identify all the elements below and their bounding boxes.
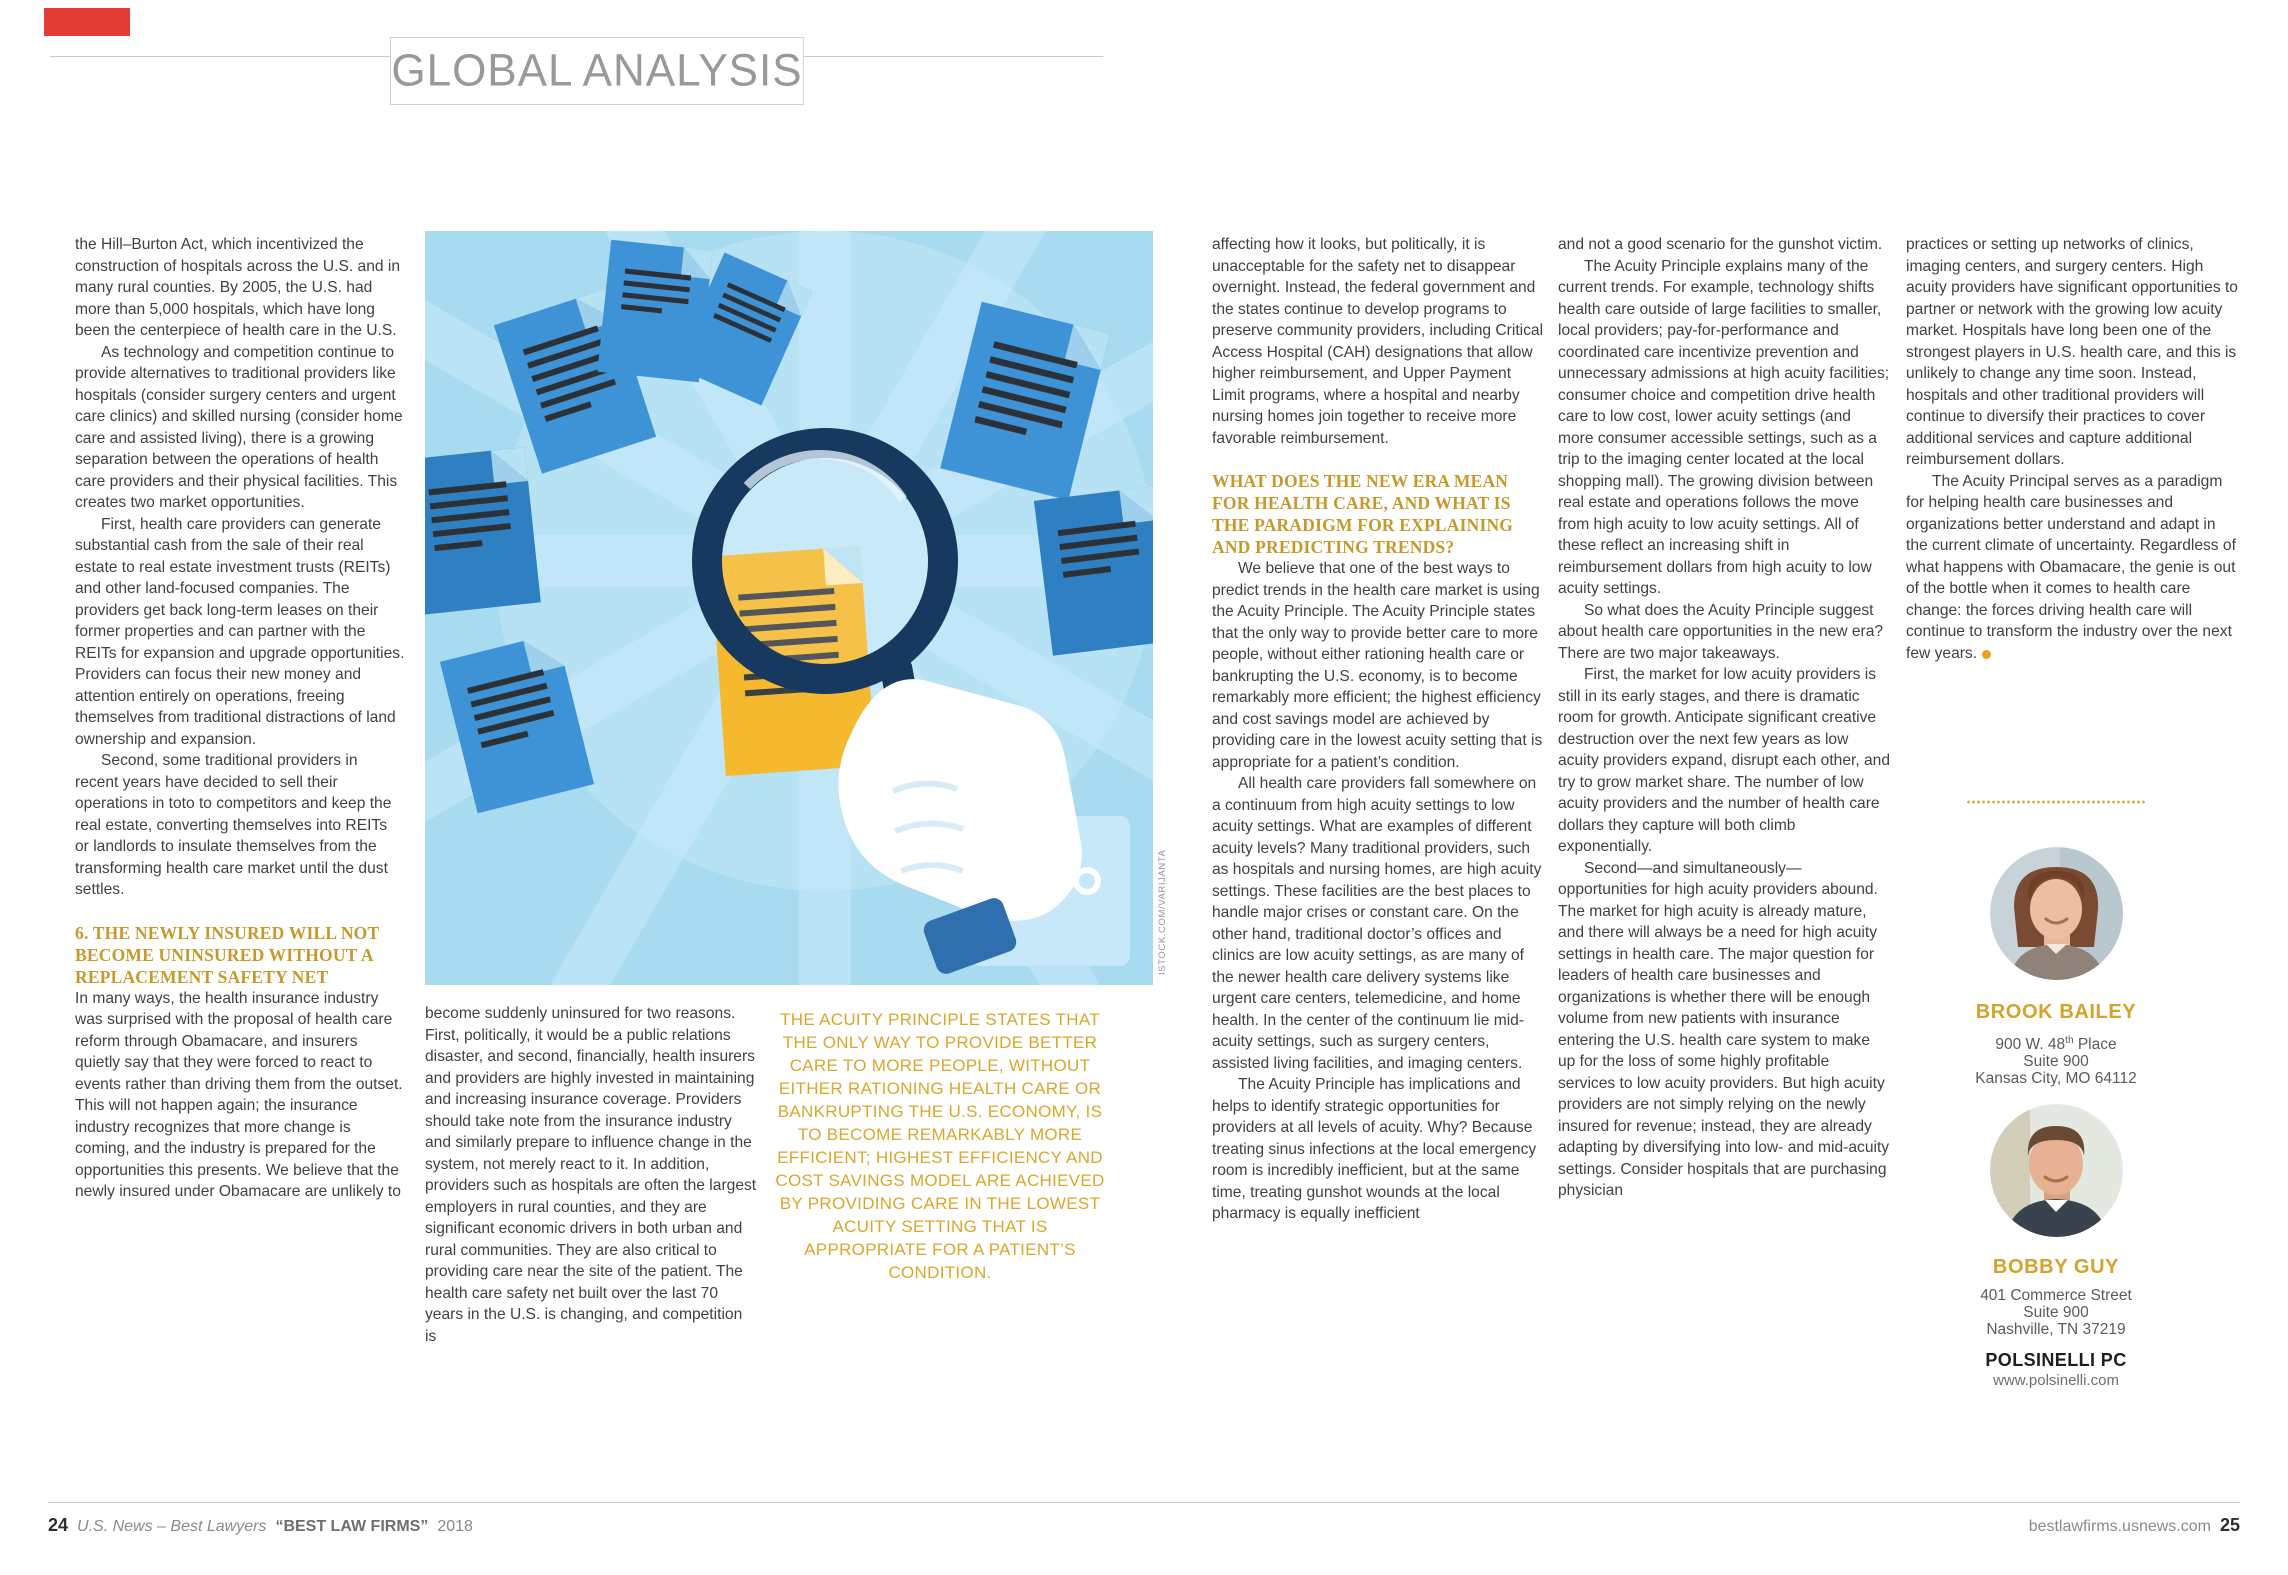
female-portrait-icon — [1990, 847, 2123, 980]
page-title: GLOBAL ANALYSIS — [391, 45, 803, 96]
paragraph: and not a good scenario for the gunshot victim. — [1558, 236, 1883, 253]
illustration-canvas — [425, 231, 1153, 985]
paragraph: practices or setting up networks of clinics, imaging centers, and surgery centers. High acuity providers have significant opportunities to partner or network with the growing low acuity market. Hospitals have long been one of the strongest players in U.S. health care, and this is unlikely to change any time soon. Instead, hospitals and other traditional providers will continue to diversify their practices to cover additional services and capture additional reimbursement dollars. — [1906, 236, 2238, 468]
section-title-box — [390, 37, 804, 105]
author-name: BROOK BAILEY — [1975, 1001, 2137, 1023]
address-line: 401 Commerce Street — [1980, 1287, 2132, 1304]
avatar-bobby-guy — [1990, 1104, 2123, 1237]
author-name: BOBBY GUY — [1992, 1256, 2120, 1278]
text-column-1 — [75, 234, 405, 1203]
paragraph: 6. THE NEWLY INSURED WILL NOT BECOME UNINSURED WITHOUT A REPLACEMENT SAFETY NET — [75, 922, 380, 987]
paragraph: All health care providers fall somewhere on a continuum from high acuity settings to low acuity settings. What are examples of different acuity levels? Many traditional providers, such as hospitals and nursing homes, are high acuity settings. These facilities are the best places to handle major crises or constant care. On the other hand, traditional doctor’s offices and clinics are low acuity settings, as are many of the newer health care delivery systems like urgent care centers, telemedicine, and home health. In the center of the continuum lie mid-acuity settings, such as surgery centers, assisted living facilities, and imaging centers. — [1212, 775, 1542, 1072]
firm-url-link[interactable]: www.polsinelli.com — [1993, 1372, 2119, 1389]
paragraph: We believe that one of the best ways to predict trends in the health care market is using the Acuity Principle. The Acuity Principle states that the only way to provide better care to more people, without either rationing health care or bankrupting the U.S. economy, is to become remarkably more efficient; the highest efficiency and cost savings model are achieved by providing care in the lowest acuity setting that is appropriate for a patient’s condition. — [1212, 560, 1543, 771]
text-column-5 — [1906, 234, 2240, 664]
address-line: Suite 900 — [2023, 1053, 2089, 1071]
footer — [48, 1515, 2240, 1536]
blue-document-icon — [425, 447, 541, 615]
text-column-3 — [1212, 234, 1544, 1225]
paragraph: Second, some traditional providers in recent years have decided to sell their operations in toto to competitors and keep the real estate, converting themselves into REITs or landlords to insulate themselves from the transforming health care market until the dust settles. — [75, 752, 392, 898]
author-address — [1936, 1287, 2176, 1338]
paragraph: affecting how it looks, but politically, it is unacceptable for the safety net to disappear overnight. Instead, the federal government and the states continue to develop programs to preserve community providers, including Critical Access Hospital (CAH) designations that allow higher reimbursement, and Upper Payment Limit programs, where a hospital and nearby nursing homes join together to receive more favorable reimbursement. — [1212, 236, 1544, 447]
page-number-left: 24 — [48, 1515, 69, 1535]
paragraph: First, the market for low acuity providers is still in its early stages, and there is dramatic room for growth. Anticipate significant creative destruction over the next few years as low acuity providers expand, disrupt each other, and try to grow market share. The number of low acuity providers and the number of health care dollars they capture will both climb exponentially. — [1558, 666, 1891, 855]
pull-quote: THE ACUITY PRINCIPLE STATES THAT THE ONLY WAY TO PROVIDE BETTER CARE TO MORE PEOPLE, WITHOUT EITHER RATIONING HEALTH CARE OR BANKRUPTING THE U.S. ECONOMY, IS TO BECOME REMARKABLY MORE EFFICIENT; HIGHEST EFFICIENCY AND COST SAVINGS MODEL ARE ACHIEVED BY PROVIDING CARE IN THE LOWEST ACUITY SETTING THAT IS APPROPRIATE FOR A PATIENT’S CONDITION. — [775, 1010, 1105, 1282]
illustration-credit: ISTOCK.COM/VARIJANTA — [1157, 849, 1168, 975]
footer-publication: “BEST LAW FIRMS” — [275, 1518, 429, 1535]
dotted-divider — [1966, 800, 2146, 804]
text-column-2 — [425, 1003, 757, 1347]
paragraph: In many ways, the health insurance industry was surprised with the proposal of health care reform through Obamacare, and insurers quietly say that they were forced to react to events rather than driving them from the outset. This will not happen again; the insurance industry recognizes that more change is coming, and the industry is prepared for the opportunities this presents. We believe that the newly insured under Obamacare are unlikely to — [75, 989, 403, 1200]
footer-year: 2018 — [437, 1518, 473, 1535]
blue-document-icon — [1034, 486, 1153, 655]
address-line: 900 W. 48th Place — [1995, 1035, 2117, 1054]
paragraph: First, health care providers can generate substantial cash from the sale of their real estate to real estate investment trusts (REITs) and other land-focused companies. The providers get back long-term leases on their former properties and can partner with the REITs for expansion and upgrade opportunities. Providers can focus their new money and attention entirely on operations, freeing themselves from traditional distractions of land ownership and expansion. — [75, 515, 405, 748]
address-line: Nashville, TN 37219 — [1986, 1321, 2126, 1338]
footer-right — [2029, 1515, 2240, 1536]
paragraph: Second—and simultaneously—opportunities for high acuity providers abound. The market for high acuity is already mature, and there will always be a need for high acuity settings in health care. The major question for leaders of health care businesses and organizations is whether there will be enough volume from new patients with insurance entering the U.S. health care system to make up for the loss of some highly profitable services to low acuity providers. But high acuity providers are not simply relying on the newly insured for revenue; instead, they are already adapting by diversifying into low- and mid-acuity settings. Consider hospitals that are purchasing physician — [1558, 859, 1890, 1199]
address-line: Suite 900 — [2023, 1304, 2089, 1321]
paragraph: the Hill–Burton Act, which incentivized the construction of hospitals across the U.S. and in many rural counties. By 2005, the U.S. had more than 5,000 hospitals, which have long been the centerpiece of health care in the U.S. — [75, 236, 401, 339]
paragraph: WHAT DOES THE NEW ERA MEAN FOR HEALTH CARE, AND WHAT IS THE PARADIGM FOR EXPLAINING AND PREDICTING TRENDS? — [1212, 471, 1514, 557]
paragraph: As technology and competition continue to provide alternatives to traditional providers like hospitals (consider surgery centers and urgent care clinics) and skilled nursing (consider home care and assisted living), there is a growing separation between the operations of health care providers and their physical facilities. This creates two market opportunities. — [75, 343, 403, 511]
avatar-brook-bailey — [1990, 847, 2123, 980]
text-column-4 — [1558, 234, 1890, 1202]
paragraph: The Acuity Principle explains many of the current trends. For example, technology shifts health care outside of large facilities to smaller, local providers; pay-for-performance and coordinated care incentivize prevention and unnecessary admissions at high acuity facilities; consumer choice and competition drive health care to low cost, lower acuity settings (and more consumer accessible settings, such as a trip to the imaging center located at the local shopping mall). The growing division between real estate and operations follows the move from high acuity to low acuity settings. All of these reflect an increasing shift in reimbursement dollars from high acuity to low acuity settings. — [1558, 257, 1890, 597]
red-corner-tab — [44, 8, 130, 36]
footer-rule — [48, 1502, 2240, 1503]
paragraph: So what does the Acuity Principle suggest about health care opportunities in the new era? There are two major takeaways. — [1558, 601, 1884, 662]
footer-site-link[interactable]: bestlawfirms.usnews.com — [2028, 1518, 2211, 1535]
magnifier-documents-illustration — [425, 231, 1153, 985]
firm-name: POLSINELLI PC — [1985, 1350, 2127, 1370]
page-number-right: 25 — [2219, 1515, 2240, 1535]
author-address — [1936, 1032, 2176, 1087]
paragraph: become suddenly uninsured for two reasons. First, politically, it would be a public relations disaster, and second, financially, health insurers and providers are highly invested in maintaining and increasing insurance coverage. Providers should take note from the insurance industry and similarly prepare to influence change in the system, not merely react to it. In addition, providers such as hospitals are often the largest employers in rural counties, and they are significant economic drivers in both urban and rural communities. They are also critical to providing care near the site of the patient. The health care safety net built over the last 70 years in the U.S. is changing, and competition is — [425, 1005, 757, 1345]
paragraph: The Acuity Principle has implications and helps to identify strategic opportunities for providers at all levels of acuity. Why? Because treating sinus infections at the local emergency room is incredibly inefficient, but at the same time, treating gunshot wounds at the local pharmacy is equally inefficient — [1212, 1076, 1537, 1222]
address-line: Kansas City, MO 64112 — [1975, 1070, 2137, 1088]
footer-left — [48, 1515, 473, 1536]
male-portrait-icon — [1990, 1104, 2123, 1237]
footer-brand: U.S. News – Best Lawyers — [77, 1518, 267, 1535]
paragraph: The Acuity Principal serves as a paradigm for helping health care businesses and organizations better understand and adapt in the current climate of uncertainty. Regardless of what happens with Obamacare, the genie is out of the bottle when it comes to health care change: the forces driving health care will continue to transform the industry over the next few years. — [1906, 471, 2240, 665]
